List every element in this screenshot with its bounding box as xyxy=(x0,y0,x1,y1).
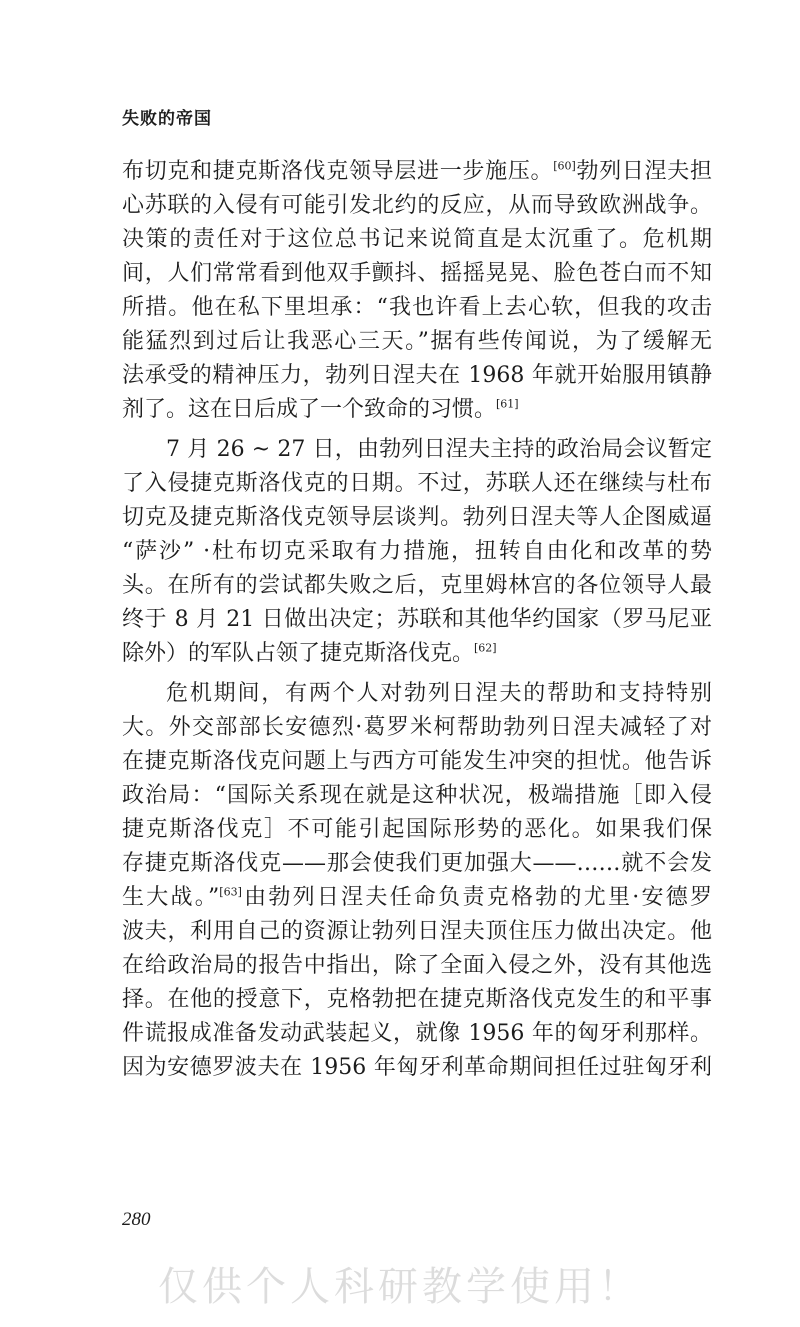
footnote-ref: [61] xyxy=(496,397,519,411)
text-line xyxy=(122,915,712,949)
line-text: 心苏联的入侵有可能引发北约的反应，从而导致欧洲战争。 xyxy=(122,193,712,218)
text-line xyxy=(122,603,712,637)
text-line xyxy=(122,1017,712,1051)
line-text: 剂了。这在日后成了一个致命的习惯。 xyxy=(122,397,497,422)
text-line xyxy=(122,637,712,671)
text-line xyxy=(122,155,712,189)
line-text: 决策的责任对于这位总书记来说简直是太沉重了。危机期 xyxy=(122,227,712,252)
line-text: 法承受的精神压力，勃列日涅夫在 1968 年就开始服用镇静 xyxy=(122,363,712,388)
text-line xyxy=(122,393,712,427)
text-line xyxy=(122,189,712,223)
line-text: 7 月 26 ~ 27 日，由勃列日涅夫主持的政治局会议暂定 xyxy=(166,437,712,462)
line-text: 件谎报成准备发动武装起义，就像 1956 年的匈牙利那样。 xyxy=(122,1021,712,1046)
line-text: 在捷克斯洛伐克问题上与西方可能发生冲突的担忧。他告诉 xyxy=(122,749,712,774)
line-text: 布切克和捷克斯洛伐克领导层进一步施压。 xyxy=(122,159,554,184)
text-line xyxy=(122,291,712,325)
line-text: 所措。他在私下里坦承：“我也许看上去心软，但我的攻击 xyxy=(122,295,712,320)
paragraph xyxy=(122,677,712,1085)
text-line xyxy=(122,223,712,257)
text-line xyxy=(122,325,712,359)
text-line xyxy=(122,569,712,603)
line-text-tail: 勃列日涅夫担 xyxy=(575,159,712,184)
text-line xyxy=(122,745,712,779)
page-number: 280 xyxy=(122,1209,151,1230)
line-text: 政治局：“国际关系现在就是这种状况，极端措施［即入侵 xyxy=(122,783,712,808)
running-title: 失败的帝国 xyxy=(122,109,212,129)
footnote-ref: [62] xyxy=(474,641,497,655)
text-line xyxy=(122,983,712,1017)
line-text: 头。在所有的尝试都失败之后，克里姆林宫的各位领导人最 xyxy=(122,573,712,598)
line-text: 除外）的军队占领了捷克斯洛伐克。 xyxy=(122,641,475,666)
line-text: 危机期间，有两个人对勃列日涅夫的帮助和支持特别 xyxy=(166,681,712,706)
text-line xyxy=(122,677,712,711)
footnote-ref: [63] xyxy=(219,885,242,899)
line-text: 切克及捷克斯洛伐克领导层谈判。勃列日涅夫等人企图威逼 xyxy=(122,505,712,530)
text-line xyxy=(122,813,712,847)
line-text: 大。外交部部长安德烈·葛罗米柯帮助勃列日涅夫减轻了对 xyxy=(122,715,712,740)
text-line xyxy=(122,535,712,569)
text-line xyxy=(122,467,712,501)
text-line xyxy=(122,359,712,393)
line-text: 了入侵捷克斯洛伐克的日期。不过，苏联人还在继续与杜布 xyxy=(122,471,712,496)
line-text: 捷克斯洛伐克］不可能引起国际形势的恶化。如果我们保 xyxy=(122,817,712,842)
line-text: 终于 8 月 21 日做出决定；苏联和其他华约国家（罗马尼亚 xyxy=(122,607,712,632)
line-text: 生大战。” xyxy=(122,885,220,910)
watermark: 仅供个人科研教学使用！ xyxy=(158,1264,642,1310)
line-text: “萨沙” ·杜布切克采取有力措施，扭转自由化和改革的势 xyxy=(122,539,712,564)
line-text: 因为安德罗波夫在 1956 年匈牙利革命期间担任过驻匈牙利 xyxy=(122,1055,712,1080)
text-line xyxy=(122,433,712,467)
text-line xyxy=(122,847,712,881)
text-line xyxy=(122,881,712,915)
line-text-tail: 由勃列日涅夫任命负责克格勃的尤里·安德罗 xyxy=(241,885,712,910)
line-text: 间，人们常常看到他双手颤抖、摇摇晃晃、脸色苍白而不知 xyxy=(122,261,712,286)
paragraph xyxy=(122,155,712,427)
footnote-ref: [60] xyxy=(553,159,576,173)
text-line xyxy=(122,257,712,291)
line-text: 能猛烈到过后让我恶心三天。”据有些传闻说，为了缓解无 xyxy=(122,329,712,354)
text-line xyxy=(122,711,712,745)
text-line xyxy=(122,1051,712,1085)
line-text: 在给政治局的报告中指出，除了全面入侵之外，没有其他选 xyxy=(122,953,712,978)
text-line xyxy=(122,949,712,983)
paragraph xyxy=(122,433,712,671)
body-text xyxy=(122,155,712,1085)
text-line xyxy=(122,501,712,535)
line-text: 择。在他的授意下，克格勃把在捷克斯洛伐克发生的和平事 xyxy=(122,987,712,1012)
text-line xyxy=(122,779,712,813)
line-text: 波夫，利用自己的资源让勃列日涅夫顶住压力做出决定。他 xyxy=(122,919,712,944)
line-text: 存捷克斯洛伐克——那会使我们更加强大——……就不会发 xyxy=(122,851,712,876)
